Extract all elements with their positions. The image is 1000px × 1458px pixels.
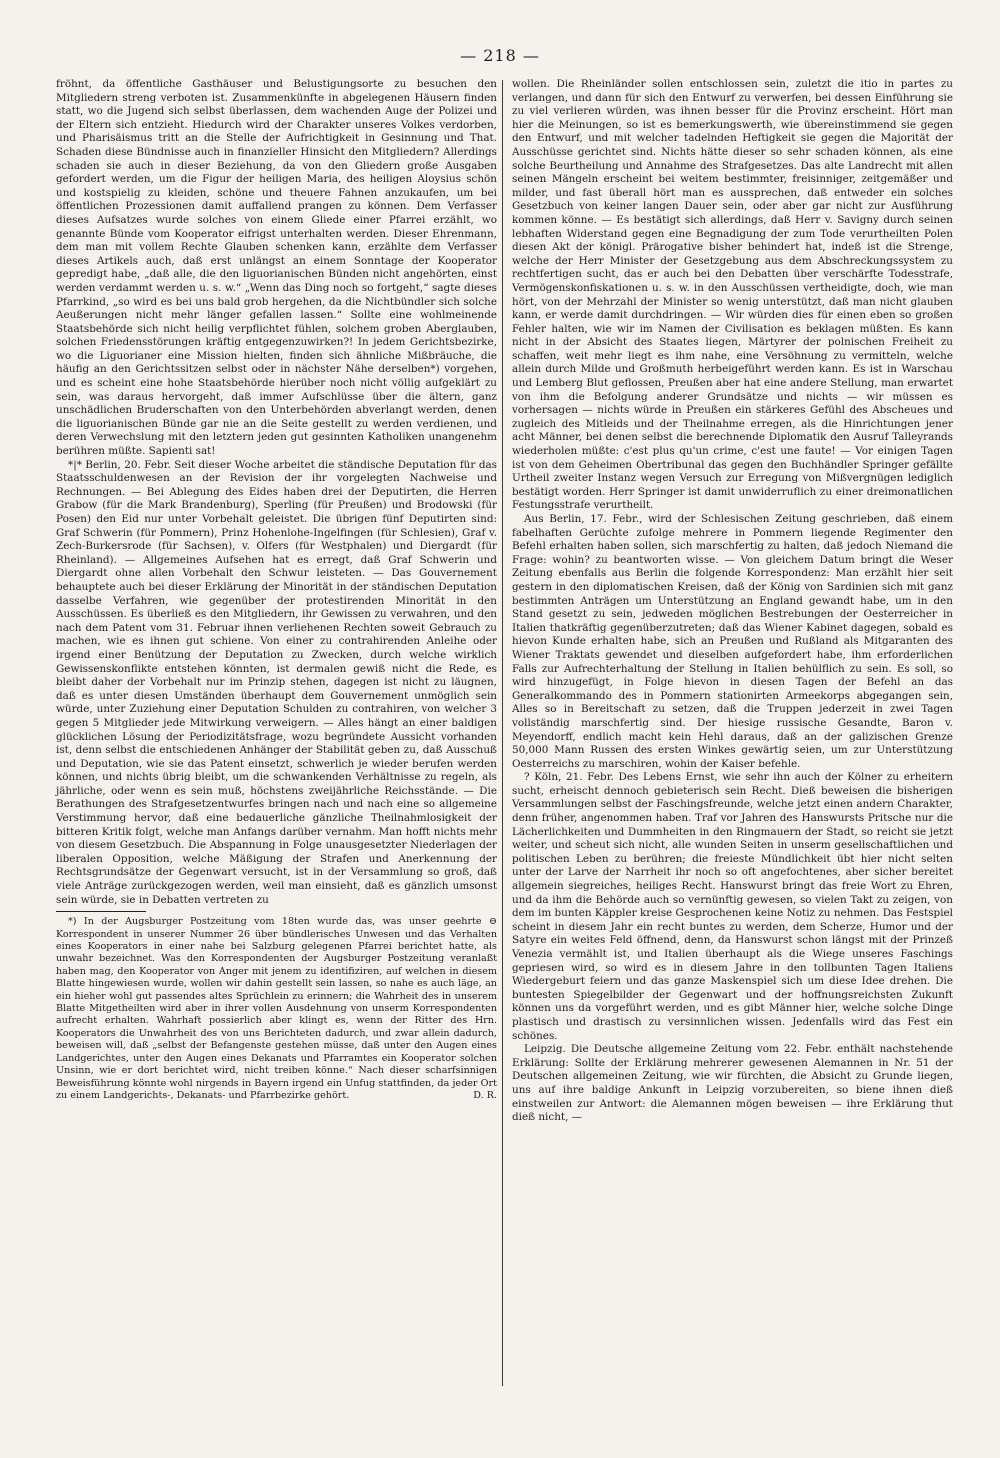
article-paragraph: wollen. Die Rheinländer sollen entschlossen sein, zuletzt die itio in partes zu verlangen, und dann für sich den Entwurf zu verwerfen, bei dessen Einführung sie zu viel verlieren würden, was ihnen besser für die Provinz erscheint. Hört man hier die Meinungen, so ist es bemerkungswerth, wie übereinstimmend sie gegen den Entwurf, und mit welcher tadelnden Heftigkeit sie gegen die Majorität der Ausschüsse gerichtet sind. Nichts hätte dieser so sehr schaden können, als eine solche Beurtheilung und Annahme des Strafgesetzes. Das alte Landrecht mit allen seinen Mängeln erscheint bei weitem bestimmter, freisinniger, zeitgemäßer und milder, und fast überall hört man es aussprechen, daß entweder ein solches Gesetzbuch von keiner langen Dauer sein, oder aber gar nicht zur Ausführung kommen könne. — Es bestätigt sich allerdings, daß Herr v. Savigny durch seinen lebhaften Widerstand gegen eine Begnadigung der zum Tode verurtheilten Polen diesen Akt der königl. Prärogative bisher behindert hat, indeß ist die Strenge, welche der Herr Minister der Gesetzgebung aus dem Abschreckungssystem zu rechtfertigen sucht, das er auch bei den Debatten über verschärfte Todesstrafe, Vermögenskonfiskationen u. s. w. in den Ausschüssen vertheidigte, doch, wie man hört, von der Mehrzahl der Minister so wenig unterstützt, daß man nicht glauben kann, er werde damit durchdringen. — Wir würden dies für einen eben so großen Fehler halten, wie wir im Namen der Civilisation es beklagen müßten. Es kann nicht in der Absicht des Staates liegen, Märtyrer der polnischen Freiheit zu schaffen, weit mehr liegt es ihm nahe, eine Versöhnung zu vermitteln, welche allein durch Milde und Großmuth herbeigeführt werden kann. Es ist in Warschau und Lemberg Blut geflossen, Preußen aber hat eine andere Stellung, man erwartet von ihm die Befolgung anderer Grundsätze und nichts — wir müssen es vorhersagen — nichts würde in Preußen ein stärkeres Gefühl des Abscheues und zugleich des Mitleids und der Theilnahme erregen, als die Hinrichtungen jener acht Männer, bei denen selbst die berechnende Diplomatik den Ausruf Talleyrands wiederholen müßte: c'est plus qu'un crime, c'est une faute! — Vor einigen Tagen ist von dem Geheimen Obertribunal das gegen den Buchhändler Springer gefällte Urtheil zweiter Instanz wegen Versuch zur Erregung von Mißvergnügen lediglich bestätigt worden. Herr Springer ist damit unwiderruflich zu einer dreimonatlichen Festungsstrafe verurtheilt. [512,78,953,512]
left-column [56,78,497,1102]
footnote-signature: D. R. [473,1089,497,1101]
footnote-text: *) In der Augsburger Postzeitung vom 18ten wurde das, was unser geehrte ⊖ Korrespondent in unserer Nummer 26 über bündlerisches Unwesen und das Verhalten eines Kooperators in einer nahe bei Salzburg gelegenen Pfarrei berichtet hatte, als unwahr bezeichnet. Was den Korrespondenten der Augsburger Postzeitung veranlaßt haben mag, den Kooperator von Anger mit jenem zu identifiziren, auf welchen in diesem Blatte hingewiesen wurde, wollen wir dahin gestellt sein lassen, so nahe es auch läge, an ein hieher wohl gut passendes altes Sprüchlein zu erinnern; die Wahrheit des in unserem Blatte Mitgetheilten wird aber in ihrer vollen Ausdehnung von unserm Korrespondenten aufrecht erhalten. Wahrhaft possierlich aber klingt es, wenn der Ritter des Hrn. Kooperators die Unwahrheit des von uns Berichteten dadurch, und zwar allein dadurch, beweisen will, daß „selbst der Befangenste gestehen müsse, daß unter den Augen eines Landgerichtes, unter den Augen eines Dekanats und Pfarramtes ein Kooperator solchen Unsinn, wie er dort berichtet wird, nicht treiben könne.“ Nach dieser scharfsinnigen Beweisführung könnte wohl nirgends in Bayern irgend ein Unfug stattfinden, da jeder Ort zu einem Landgerichts-, Dekanats- und Pfarrbezirke gehört. [56,916,497,1101]
page-number: — 218 — [460,46,540,65]
column-divider [502,80,503,1386]
berlin-report-paragraph: *|* Berlin, 20. Febr. Seit dieser Woche arbeitet die ständische Deputation für das Staatsschuldenwesen an der Revision der ihr vorgelegten Nachweise und Rechnungen. — Bei Ablegung des Eides haben drei der Deputirten, die Herren Grabow (für die Mark Brandenburg), Sperling (für Preußen) und Brodowski (für Posen) den Eid nur unter Vorbehalt geleistet. Die übrigen fünf Deputirten sind: Graf Schwerin (für Pommern), Prinz Hohenlohe-Ingelfingen (für Schlesien), Graf v. Zech-Burkersrode (für Sachsen), v. Olfers (für Westphalen) und Diergardt (für Rheinland). — Allgemeines Aufsehen hat es erregt, daß Graf Schwerin und Diergardt ohne allen Vorbehalt den Schwur leisteten. — Das Gouvernement behauptete auch bei dieser Erklärung der Minorität in der ständischen Deputation dasselbe Verfahren, wie gegenüber der protestirenden Minorität in den Ausschüssen. Es überließ es den Mitgliedern, ihr Gewissen zu verwahren, und den nach dem Patent vom 31. Februar ihnen verliehenen Rechten soweit Gebrauch zu machen, wie es ihnen gut schiene. Von einer zu contrahirenden Anleihe oder irgend einer Benützung der Deputation zu Zwecken, durch welche wirklich Gewissenskonflikte entstehen könnten, ist dermalen gewiß nicht die Rede, es bleibt daher der Vorbehalt nur im Prinzip stehen, dagegen ist nicht zu läugnen, daß es unter diesen Umständen überhaupt dem Gouvernement unmöglich sein würde, unter Zuziehung einer Deputation Schulden zu contrahiren, von welcher 3 gegen 5 Mitglieder jede Mitwirkung verweigern. — Alles hängt an einer baldigen glücklichen Lösung der Periodizitätsfrage, wozu begründete Aussicht vorhanden ist, denn selbst die entschiedenen Anhänger der Stabilität geben zu, daß Ausschuß und Deputation, wie sie das Patent einsetzt, schwerlich je wieder berufen werden können, und nichts übrig bleibt, um die schwankenden Verhältnisse zu regeln, als jährliche, oder wenn es sein muß, höchstens zweijährliche Reichsstände. — Die Berathungen des Strafgesetzentwurfes bringen nach und nach eine so allgemeine Verstimmung hervor, daß eine bedauerliche gänzliche Theilnahmlosigkeit der bitteren Kritik folgt, welche man Anfangs darüber vernahm. Man hofft nichts mehr von diesem Gesetzbuch. Die Abspannung in Folge unausgesetzter Niederlagen der liberalen Opposition, welche Mäßigung der Strafen und Anerkennung der Rechtsgrundsätze der Gegenwart versucht, ist in der Versammlung so groß, daß viele Anträge zurückgezogen werden, weil man einsieht, daß es gänzlich umsonst sein würde, sie in Debatten vertreten zu [56,458,497,906]
berlin-rumor-paragraph: Aus Berlin, 17. Febr., wird der Schlesischen Zeitung geschrieben, daß einem fabelhaften Gerüchte zufolge mehrere in Pommern liegende Regimenter den Befehl erhalten haben sollen, sich marschfertig zu halten, daß jedoch Niemand die Frage: wohin? zu beantworten wisse. — Von gleichem Datum bringt die Weser Zeitung ebenfalls aus Berlin die folgende Korrespondenz: Man erzählt hier seit gestern in den diplomatischen Kreisen, daß der König von Sardinien sich mit ganz bestimmten Anträgen um Unterstützung an England gewandt habe, um in den Stand gesetzt zu sein, jedweden möglichen Bestrebungen der Oesterreicher in Italien thatkräftig gegenüberzutreten; daß das Wiener Kabinet dagegen, sobald es hievon Kunde erhalten habe, sich an Preußen und Rußland als Mitgaranten des Wiener Traktats gewendet und dieselben aufgefordert habe, ihm erforderlichen Falls zur Aufrechterhaltung der Stellung in Italien behülflich zu sein. Es soll, so wird hinzugefügt, in Folge hievon in diesen Tagen der Befehl an das Generalkommando des in Pommern stationirten Armeekorps abgegangen sein, Alles so in Bereitschaft zu setzen, daß die Truppen jederzeit in zwei Tagen vollständig marschfertig sind. Der hiesige russische Gesandte, Baron v. Meyendorff, endlich macht kein Hehl daraus, daß an der galizischen Grenze 50,000 Mann Russen des ersten Winkes gewärtig seien, um zur Unterstützung Oesterreichs zu marschiren, wohin der Kaiser befehle. [512,513,953,770]
koeln-report-paragraph: ? Köln, 21. Febr. Des Lebens Ernst, wie sehr ihn auch der Kölner zu erheitern sucht, erheischt dennoch gebieterisch sein Recht. Dieß beweisen die bisherigen Versammlungen selbst der Faschingsfreunde, welche jetzt einen andern Charakter, denn früher, angenommen haben. Traf vor Jahren des Hanswursts Pritsche nur die Lächerlichkeiten und Dummheiten in den Ringmauern der Stadt, so reicht sie jetzt weiter, und scheut sich nicht, alle wunden Seiten in unserm gesellschaftlichen und politischen Leben zu berühren; die freieste Mündlichkeit übt hier nicht selten unter der Larve der Narrheit ihr noch so oft angefochtenes, aber sicher bereitet allgemein siegreiches, heiliges Recht. Hanswurst bringt das freie Wort zu Ehren, und da ihm die Behörde auch so vernünftig gewesen, so vielen Takt zu zeigen, von dem im bunten Käppler kreise Gesprochenen keine Notiz zu nehmen. Das Festspiel scheint in diesem Jahr ein recht buntes zu werden, dem Scherze, Humor und der Satyre ein weites Feld öffnend, denn, da Hanswurst schon längst mit der Prinzeß Venezia vermählt ist, und Italien überhaupt als die Wiege unseres Faschings gepriesen wird, so wird es in diesem Jahre in den tollbunten Tagen Italiens Wiedergeburt feiern und das ganze Maskenspiel sich um diese Idee drehen. Die buntesten Spiegelbilder der Gegenwart und der hoffnungsreichsten Zukunft können uns da vorgeführt werden, und es gibt Männer hier, welche solche Dinge plastisch und drastisch zu versinnlichen wissen. Jedenfalls wird das Fest ein schönes. [512,771,953,1042]
leipzig-report-paragraph: Leipzig. Die Deutsche allgemeine Zeitung vom 22. Febr. enthält nachstehende Erklärung: Sollte der Erklärung mehrerer gewesenen Alemannen in Nr. 51 der Deutschen allgemeinen Zeitung, wie wir fürchten, die Absicht zu Grunde liegen, uns auf ihre baldige Ankunft in Leipzig vorzubereiten, so biene ihnen dieß einstweilen zur Antwort: die Alemannen mögen beweisen — ihre Erklärung thut dieß nicht, — [512,1043,953,1124]
footnote-paragraph [56,916,497,1102]
article-paragraph: fröhnt, da öffentliche Gasthäuser und Belustigungsorte zu besuchen den Mitgliedern streng verboten ist. Zusammenkünfte in abgelegenen Häusern finden statt, wo die Jugend sich selbst überlassen, dem wachenden Auge der Polizei und der Eltern sich entzieht. Hiedurch wird der Charakter unseres Volkes verdorben, und Pharisäismus tritt an die Stelle der Aufrichtigkeit in Gesinnung und That. Schaden diese Bündnisse auch in finanzieller Hinsicht den Mitgliedern? Allerdings schaden sie auch in dieser Beziehung, da von den Gliedern große Ausgaben gefordert werden, um die Figur der heiligen Maria, des heiligen Aloysius schön und kostspielig zu kleiden, schöne und theuere Fahnen anzukaufen, um bei öffentlichen Prozessionen damit auffallend prangen zu können. Dem Verfasser dieses Aufsatzes wurde solches von einem Gliede einer Pfarrei erzählt, wo genannte Bünde vom Kooperator eifrigst unterhalten werden. Dieser Ehrenmann, dem man mit vollem Rechte Glauben schenken kann, erzählte dem Verfasser dieses Artikels auch, daß erst unlängst an einem Sonntage der Kooperator gepredigt habe, „daß alle, die den liguorianischen Bünden nicht angehörten, einst werden verdammt werden u. s. w.“ „Wenn das Ding noch so fortgeht,“ sagte dieses Pfarrkind, „so wird es bei uns bald grob hergehen, da die Nichtbündler sich solche Aeußerungen nicht mehr länger gefallen lassen.“ Sollte eine wohlmeinende Staatsbehörde sich nicht heilig verpflichtet fühlen, solchem groben Aberglauben, solchen Friedensstörungen kräftig entgegenzuwirken?! In jedem Gerichtsbezirke, wo die Liguorianer eine Mission hielten, finden sich ähnliche Mißbräuche, die häufig an den Gerichtssitzen selbst oder in nächster Nähe derselben*) vorgehen, und es scheint eine hohe Staatsbehörde hierüber noch nicht völlig aufgeklärt zu sein, was daraus hervorgeht, daß immer Aufschlüsse über die ältern, ganz unschädlichen Bruderschaften von den Unterbehörden abverlangt werden, denen die liguorianischen Bünde gar nie an die Seite gestellt zu werden verdienen, und deren Verwechslung mit den letztern jeden gut gesinnten Katholiken unangenehm berühren müßte. Sapienti sat! [56,78,497,458]
right-column [512,78,953,1125]
footnote-rule [56,911,146,912]
